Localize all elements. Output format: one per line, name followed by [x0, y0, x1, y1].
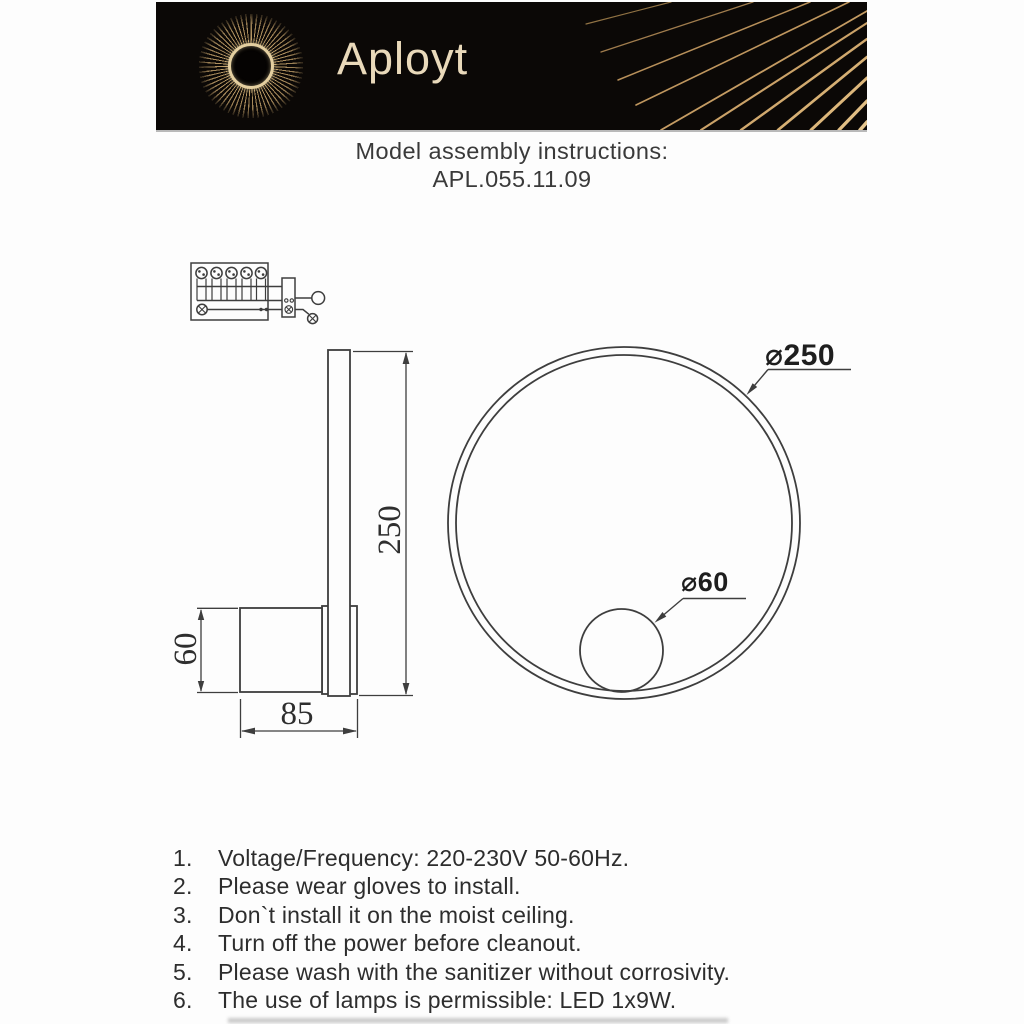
list-item: [173, 844, 893, 872]
item-text: Turn off the power before cleanout.: [218, 930, 582, 957]
side-view: [240, 350, 357, 696]
item-number: 4.: [173, 930, 193, 957]
dim-bracket-height: 60: [168, 632, 204, 666]
model-number: APL.055.11.09: [432, 166, 592, 192]
list-item: [173, 929, 893, 957]
sunrays-icon: [156, 2, 867, 130]
item-number: 2.: [173, 873, 193, 900]
dim-ring-height: 250: [372, 505, 408, 555]
list-item: [173, 901, 893, 929]
dim-sphere-diameter: ⌀60: [681, 567, 729, 597]
cropped-text-smudge: [228, 1018, 728, 1023]
title-line: Model assembly instructions:: [355, 138, 669, 164]
item-text: Please wear gloves to install.: [218, 873, 521, 900]
item-number: 6.: [173, 987, 193, 1014]
dim-ring-diameter: ⌀250: [765, 339, 836, 372]
brand-banner: [156, 2, 867, 130]
list-item: [173, 958, 893, 986]
item-number: 5.: [173, 958, 193, 985]
brand-name: Aployt: [337, 33, 469, 84]
technical-drawing: [150, 250, 870, 760]
page-title: [0, 137, 1024, 193]
item-number: 3.: [173, 901, 193, 928]
list-item: [173, 872, 893, 900]
item-number: 1.: [173, 845, 193, 871]
list-item: [173, 986, 893, 1014]
instruction-list: [173, 844, 893, 1014]
dim-depth: 85: [280, 696, 314, 732]
item-text: Voltage/Frequency: 220-230V 50-60Hz.: [218, 845, 630, 871]
item-text: The use of lamps is permissible: LED 1x9W.: [218, 987, 677, 1014]
item-text: Please wash with the sanitizer without corrosivity.: [218, 958, 731, 985]
item-text: Don`t install it on the moist ceiling.: [218, 901, 575, 928]
wiring-schematic: [191, 263, 325, 324]
front-view: [448, 347, 800, 699]
